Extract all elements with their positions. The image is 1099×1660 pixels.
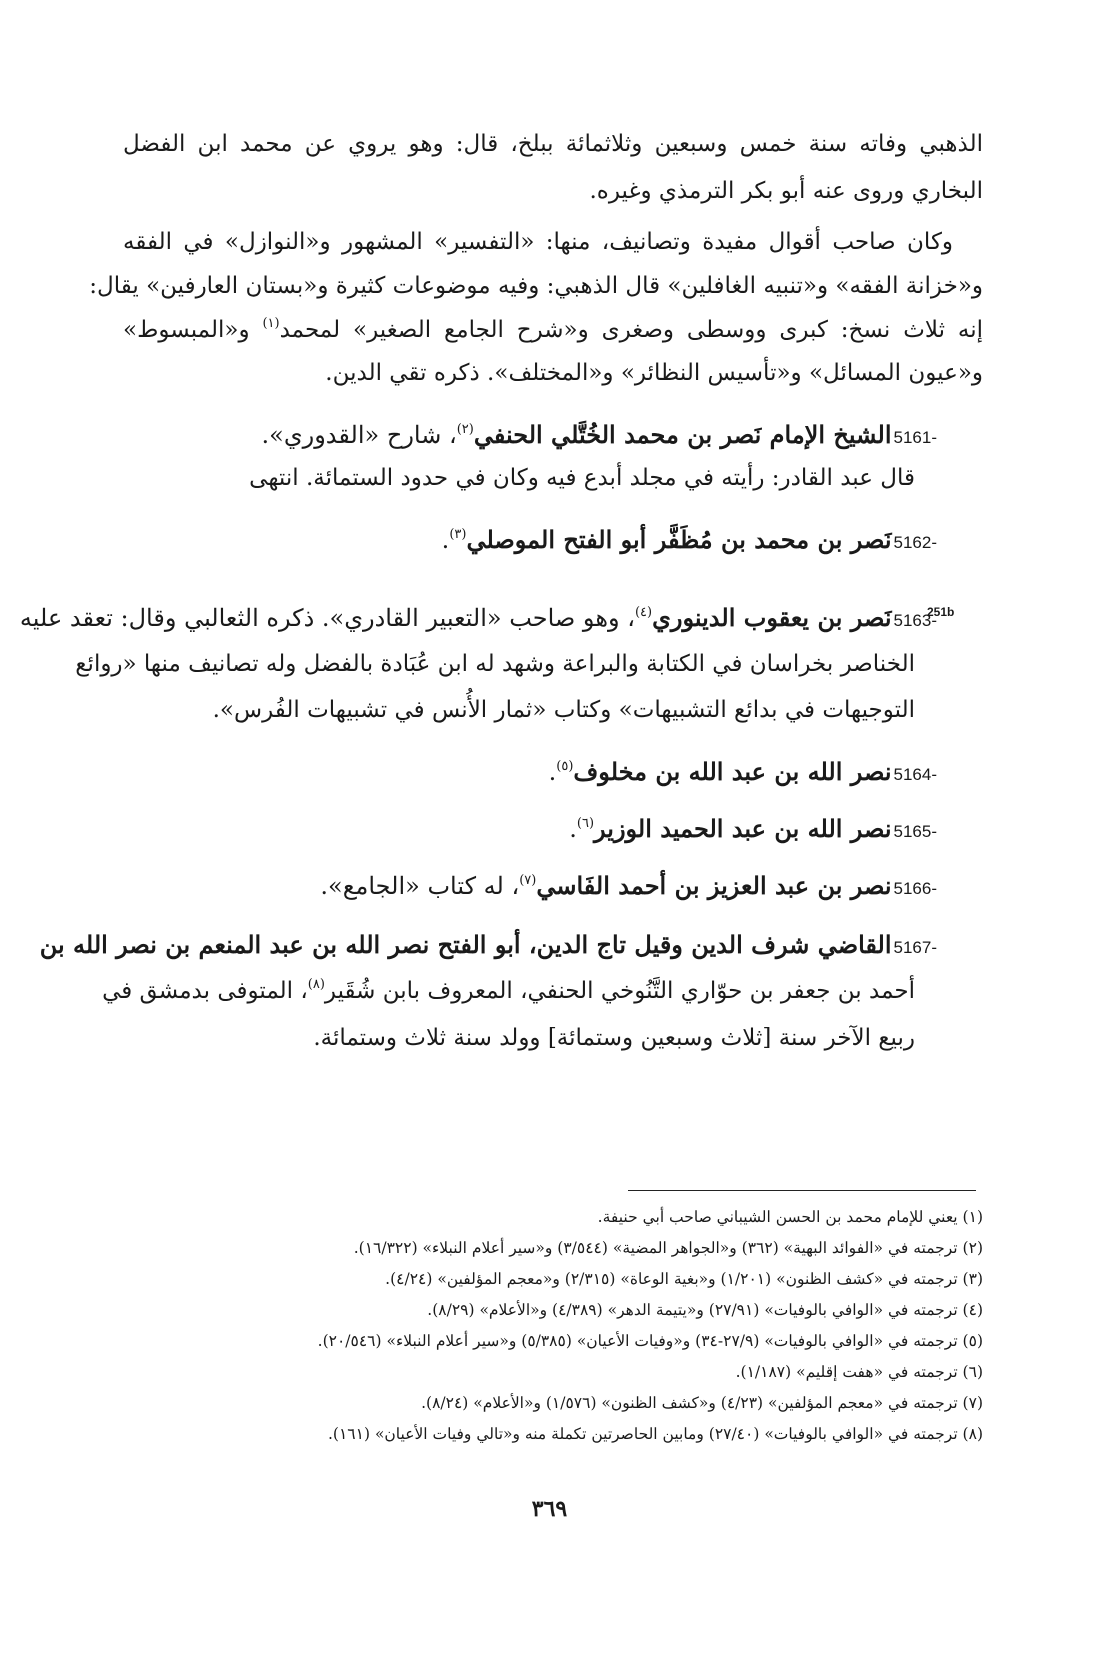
footnote-ref-7: (٧) bbox=[519, 873, 537, 888]
entry-5167-line-3: ربيع الآخر سنة [ثلاث وسبعين وستمائة] وولد سنة ثلاث وستمائة. bbox=[313, 1025, 915, 1051]
footnote-8: (٨) ترجمته في «الوافي بالوفيات» (٢٧/٤٠) ومابين الحاصرتين تكملة منه و«تالي وفيات الأعيان» (١٦١). bbox=[328, 1425, 983, 1443]
footnote-7: (٧) ترجمته في «معجم المؤلفين» (٤/٢٣) و«كشف الظنون» (١/٥٧٦) و«الأعلام» (٨/٢٤). bbox=[421, 1394, 983, 1412]
entry-number: 5163- bbox=[893, 611, 937, 630]
entry-5167-line-2: أحمد بن جعفر بن حوّاري التَّنُوخي الحنفي، المعروف بابن شُقَير$^{(٨)}$، المتوفى بدمشق في bbox=[102, 977, 915, 1004]
footnote-ref-6: (٦) bbox=[576, 816, 595, 831]
entry-5163-line-2: الخناصر بخراسان في الكتابة والبراعة وشهد له ابن عُبَادة بالفضل وله تصانيف منها «روائع bbox=[75, 651, 915, 677]
entry-number: 5161- bbox=[893, 428, 937, 447]
body-line-4: و«خزانة الفقه» و«تنبيه الغافلين» قال الذهبي: وفيه موضوعات كثيرة و«بستان العارفين» يقال: bbox=[89, 273, 983, 299]
body-line-3: وكان صاحب أقوال مفيدة وتصانيف، منها: «التفسير» المشهور و«النوازل» في الفقه bbox=[123, 229, 953, 255]
entry-number: 5164- bbox=[893, 765, 937, 784]
entry-5161-note: قال عبد القادر: رأيته في مجلد أبدع فيه وكان في حدود الستمائة. انتهى bbox=[249, 465, 915, 491]
entry-5167-heading: 5167-القاضي شرف الدين وقيل تاج الدين، أبو الفتح نصر الله بن عبد المنعم بن نصر الله بن bbox=[39, 930, 937, 959]
body-line-2: البخاري وروى عنه أبو بكر الترمذي وغيره. bbox=[589, 178, 983, 204]
entry-5163-heading: 5163-نَصر بن يعقوب الدينوري$^{(٤)}$، وهو صاحب «التعبير القادري». ذكره الثعالبي وقال: تعقد عليه bbox=[19, 603, 937, 632]
body-line-6: و«عيون المسائل» و«تأسيس النظائر» و«المختلف». ذكره تقي الدين. bbox=[325, 360, 983, 386]
entry-5161-heading: 5161-الشيخ الإمام نَصر بن محمد الخُتَّلي الحنفي$^{(٢)}$، شارح «القدوري». bbox=[261, 420, 937, 449]
footnote-4: (٤) ترجمته في «الوافي بالوفيات» (٢٧/٩١) و«يتيمة الدهر» (٤/٣٨٩) و«الأعلام» (٨/٢٩). bbox=[427, 1301, 983, 1319]
entry-5166-heading: 5166-نصر بن عبد العزيز بن أحمد الفَاسي$^{(٧)}$، له كتاب «الجامع». bbox=[320, 871, 937, 900]
body-line-1: الذهبي وفاته سنة خمس وسبعين وثلاثمائة ببلخ، قال: وهو يروي عن محمد ابن الفضل bbox=[123, 131, 983, 157]
footnote-divider bbox=[628, 1190, 976, 1191]
footnote-ref-1: (١) bbox=[262, 316, 280, 331]
footnote-6: (٦) ترجمته في «هفت إقليم» (١/١٨٧). bbox=[735, 1363, 983, 1381]
entry-5164-heading: 5164-نصر الله بن عبد الله بن مخلوف$^{(٥)}$. bbox=[548, 757, 937, 786]
footnote-ref-3: (٣) bbox=[449, 527, 467, 542]
footnote-1: (١) يعني للإمام محمد بن الحسن الشيباني صاحب أبي حنيفة. bbox=[597, 1208, 983, 1226]
entry-5163-line-3: التوجيهات في بدائع التشبيهات» وكتاب «ثمار الأُنس في تشبيهات الفُرس». bbox=[212, 697, 915, 723]
footnote-ref-8: (٨) bbox=[307, 977, 325, 992]
footnote-3: (٣) ترجمته في «كشف الظنون» (١/٢٠١) و«بغية الوعاة» (٢/٣١٥) و«معجم المؤلفين» (٤/٢٤). bbox=[385, 1270, 983, 1288]
folio-marker: 251b bbox=[927, 605, 955, 619]
entry-5165-heading: 5165-نصر الله بن عبد الحميد الوزير$^{(٦)}$. bbox=[569, 814, 937, 843]
footnote-2: (٢) ترجمته في «الفوائد البهية» (٣٦٢) و«الجواهر المضية» (٣/٥٤٤) و«سير أعلام النبلاء» (١٦/٣٢٢). bbox=[353, 1239, 983, 1257]
entry-number: 5165- bbox=[893, 822, 937, 841]
entry-number: 5167- bbox=[893, 938, 937, 957]
footnote-ref-5: (٥) bbox=[556, 759, 574, 774]
entry-number: 5162- bbox=[893, 533, 937, 552]
entry-number: 5166- bbox=[893, 879, 937, 898]
body-line-5: إنه ثلاث نسخ: كبرى ووسطى وصغرى و«شرح الجامع الصغير» لمحمد$^{(١)}$ و«المبسوط» bbox=[123, 316, 983, 343]
footnote-ref-4: (٤) bbox=[634, 605, 653, 620]
footnote-5: (٥) ترجمته في «الوافي بالوفيات» (٢٧/٩-٣٤) و«وفيات الأعيان» (٥/٣٨٥) و«سير أعلام النبلاء» (٢٠/٥٤٦). bbox=[317, 1332, 983, 1350]
page-number: ٣٦٩ bbox=[531, 1496, 568, 1522]
footnote-ref-2: (٢) bbox=[456, 422, 474, 437]
entry-5162-heading: 5162-نَصر بن محمد بن مُظَفَّر أبو الفتح الموصلي$^{(٣)}$. bbox=[441, 525, 937, 554]
